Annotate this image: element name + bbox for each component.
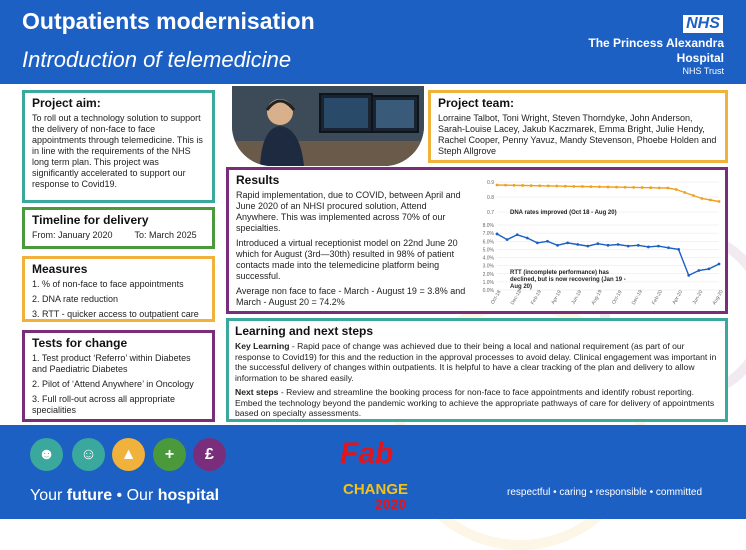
- fab-change-logo: Fab: [340, 437, 394, 470]
- data-point: [566, 241, 569, 244]
- data-point: [556, 244, 559, 247]
- y-tick-label: 0.7: [487, 210, 494, 216]
- data-point: [617, 243, 620, 246]
- y-tick-label: 0.9: [487, 180, 494, 186]
- data-point: [667, 246, 670, 249]
- data-point: [701, 197, 704, 200]
- fab-change-word: CHANGE: [343, 481, 409, 498]
- data-point: [538, 184, 541, 187]
- next-steps-text: - Review and streamline the booking process for non-face to face appointments and identify robust reporting. Embed the technology beyond the pandemic working to achieve the appropriate pathways of care for delivery of appointments based on specialty assessments.: [235, 387, 715, 418]
- group-icon: ☺: [72, 438, 105, 471]
- data-point: [504, 184, 507, 187]
- tests-panel: [22, 330, 215, 422]
- x-tick-label: Jun-19: [570, 289, 584, 306]
- project-team-text: Lorraine Talbot, Toni Wright, Steven Thorndyke, John Anderson, Sarah-Louise Lacey, Jakub Kaczmarek, Emma Bright, Julie Hendy, Rachel Cooper, Penny Yavuz, Mandy Stevenson, Phoebe Holden and Steph Allgrove: [438, 113, 717, 156]
- data-point: [547, 185, 550, 188]
- people-icon: ☻: [30, 438, 63, 471]
- measures-panel: [22, 256, 215, 322]
- y-tick-label: 7.0%: [482, 231, 494, 238]
- data-point: [675, 188, 678, 191]
- data-point: [627, 245, 630, 248]
- project-team-panel: [428, 90, 728, 163]
- data-point: [641, 186, 644, 189]
- data-point: [647, 246, 650, 249]
- data-point: [632, 186, 635, 189]
- next-steps-label: Next steps: [235, 387, 279, 397]
- data-point: [637, 244, 640, 247]
- project-aim-text: To roll out a technology solution to support the delivery of non-face to face appointments through telemedicine. This is in line with the requirements of the NHS long term plan. This project was significantly accelerated to support our response to Covid19.: [32, 113, 203, 189]
- data-point: [576, 243, 579, 246]
- project-aim-heading: Project aim:: [32, 96, 101, 110]
- trust-values: respectful • caring • responsible • committed: [507, 487, 703, 498]
- data-point: [586, 245, 589, 248]
- data-point: [692, 194, 695, 197]
- learning-heading: Learning and next steps: [235, 324, 374, 338]
- test-item: 3. Full roll-out across all appropriate specialities: [32, 394, 176, 415]
- key-learning-label: Key Learning: [235, 341, 290, 351]
- data-point: [677, 248, 680, 251]
- rtt-chart-annotation: RTT (incomplete performance) has declined, but is now recovering (Jan 19 - Aug 20): [510, 270, 626, 290]
- data-point: [607, 186, 610, 189]
- measure-item: 2. DNA rate reduction: [32, 294, 119, 304]
- data-point: [496, 233, 499, 236]
- project-aim-panel: [22, 90, 215, 203]
- fab-change-year: 2020: [375, 496, 407, 512]
- data-point: [615, 186, 618, 189]
- data-point: [624, 186, 627, 189]
- data-point: [658, 186, 661, 189]
- measure-item: 1. % of non-face to face appointments: [32, 279, 184, 289]
- data-point: [546, 240, 549, 243]
- home-plus-icon: +: [153, 438, 186, 471]
- y-tick-label: 2.0%: [482, 271, 494, 278]
- dna-chart-annotation: DNA rates improved (Oct 18 - Aug 20): [510, 210, 617, 216]
- data-point: [530, 184, 533, 187]
- x-tick-label: Feb-20: [651, 289, 665, 306]
- x-tick-label: Feb-19: [529, 289, 544, 306]
- measures-heading: Measures: [32, 262, 88, 276]
- data-point: [521, 184, 524, 187]
- x-tick-label: Dec-19: [630, 289, 645, 306]
- x-tick-label: Aug-19: [590, 289, 604, 306]
- y-tick-label: 0.8: [487, 195, 494, 201]
- x-tick-label: Jun-20: [691, 289, 705, 306]
- tests-heading: Tests for change: [32, 336, 128, 350]
- y-tick-label: 4.0%: [482, 255, 494, 262]
- data-point: [709, 199, 712, 202]
- x-tick-label: Oct-18: [489, 289, 503, 306]
- data-point: [516, 233, 519, 236]
- timeline-panel: [22, 207, 215, 249]
- data-point: [564, 185, 567, 188]
- data-point: [649, 186, 652, 189]
- org-name-line1: The Princess Alexandra: [588, 36, 724, 50]
- rtt-chart: [483, 223, 725, 306]
- x-tick-label: Dec-18: [509, 289, 523, 306]
- timeline-heading: Timeline for delivery: [32, 213, 149, 227]
- timeline-from: From: January 2020: [32, 230, 113, 240]
- data-point: [683, 191, 686, 194]
- data-point: [572, 185, 575, 188]
- growth-chart-icon: ▲: [112, 438, 145, 471]
- data-point: [708, 267, 711, 270]
- org-name-line2: Hospital: [676, 51, 724, 65]
- data-point: [666, 187, 669, 190]
- data-point: [597, 242, 600, 245]
- x-tick-label: Apr-20: [671, 289, 685, 306]
- x-tick-label: Oct-19: [610, 289, 624, 306]
- data-point: [607, 244, 610, 247]
- y-tick-label: 5.0%: [482, 247, 494, 254]
- page-title: Outpatients modernisation: [22, 8, 315, 34]
- page-subtitle: Introduction of telemedicine: [22, 47, 292, 72]
- y-tick-label: 6.0%: [482, 239, 494, 246]
- data-point: [718, 200, 721, 203]
- org-name-line3: NHS Trust: [682, 66, 724, 76]
- results-p1: Rapid implementation, due to COVID, between April and June 2020 of an NHSI procured solution, Attend Anywhere. This was implemented across 70% of our specialties.: [236, 190, 461, 233]
- test-item: 2. Pilot of ‘Attend Anywhere’ in Oncology: [32, 379, 194, 389]
- y-tick-label: 8.0%: [482, 223, 494, 229]
- learning-panel: [226, 318, 728, 422]
- y-tick-label: 3.0%: [482, 263, 494, 270]
- data-point: [536, 241, 539, 244]
- y-tick-label: 0.0%: [482, 288, 494, 294]
- x-tick-label: Apr-19: [550, 289, 564, 306]
- x-tick-label: Aug-20: [711, 289, 725, 306]
- results-p2: Introduced a virtual receptionist model on 22nd June 20 which for August (3rd—30th) resulted in 98% of patient contacts made into the telemedicine platform being successful.: [236, 238, 458, 281]
- data-point: [555, 185, 558, 188]
- data-point: [657, 245, 660, 248]
- telemedicine-photo: [232, 86, 424, 166]
- data-point: [590, 185, 593, 188]
- data-point: [506, 238, 509, 241]
- data-point: [697, 269, 700, 272]
- footer-tagline: Your future • Our hospital: [30, 487, 220, 504]
- data-point: [581, 185, 584, 188]
- data-point: [687, 274, 690, 277]
- timeline-to: To: March 2025: [134, 230, 197, 240]
- y-tick-label: 1.0%: [482, 279, 494, 286]
- data-point: [598, 185, 601, 188]
- results-p3: Average non face to face - March - August 19 = 3.8% and March - August 20 = 74.2%: [236, 286, 466, 307]
- pound-icon: £: [193, 438, 226, 471]
- data-point: [513, 184, 516, 187]
- project-team-heading: Project team:: [438, 96, 515, 110]
- nhs-logo: NHS: [683, 15, 723, 33]
- results-heading: Results: [236, 173, 280, 187]
- data-point: [526, 237, 529, 240]
- key-learning-text: - Rapid pace of change was achieved due to their being a local and national requirement (as part of our response to Covid19) for this and the reduction in the approval processes to avoid delay. Clinical engagement was important in the successful delivery of changes within outpatients. It is helpful to have a clear tracking of the plan and delivery to allow information to be shared easily.: [235, 341, 717, 383]
- measure-item: 3. RTT - quicker access to outpatient care: [32, 309, 199, 319]
- data-point: [496, 184, 499, 187]
- data-point: [718, 263, 721, 266]
- test-item: 1. Test product ‘Referro’ within Diabetes and Paediatric Diabetes: [32, 353, 191, 374]
